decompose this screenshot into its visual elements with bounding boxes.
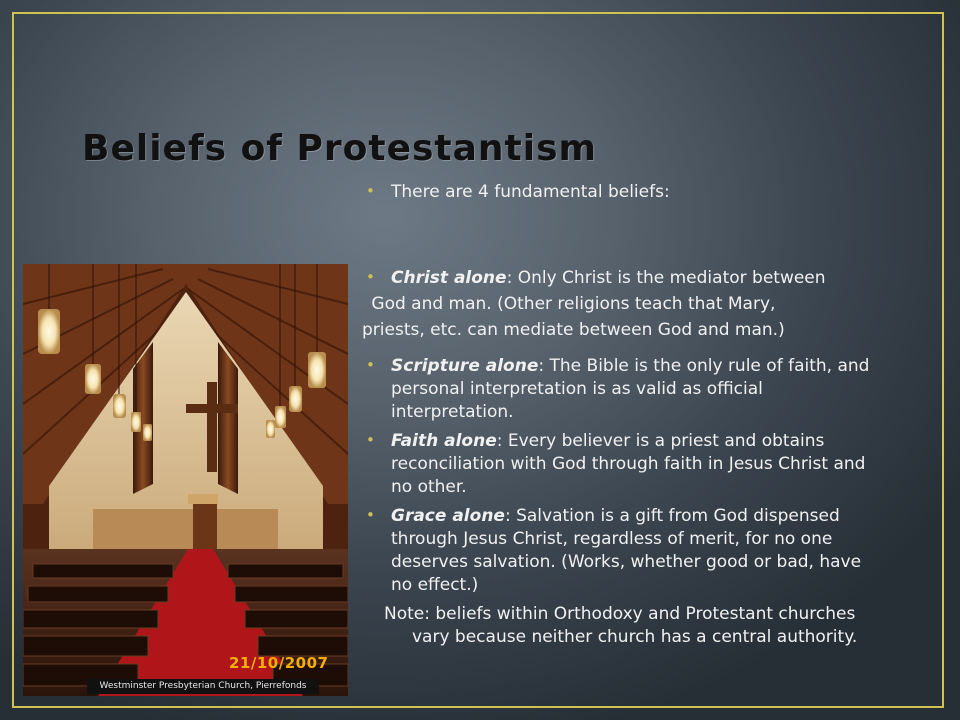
intro-text: There are 4 fundamental beliefs:: [391, 182, 670, 202]
bullet-glyph: •: [366, 356, 375, 374]
bullet-glyph: •: [366, 431, 375, 449]
photo-caption: Westminster Presbyterian Church, Pierrefonds: [87, 679, 319, 694]
belief-grace-text: : Salvation is a gift from God dispensed: [504, 506, 840, 526]
belief-christ-line-3: priests, etc. can mediate between God and man.): [362, 320, 785, 340]
belief-grace-line-2: through Jesus Christ, regardless of merit, for no one: [391, 529, 833, 549]
belief-scripture-line-1: [391, 355, 869, 378]
belief-christ-text: : Only Christ is the mediator between: [506, 268, 826, 288]
photo-date-stamp: 21/10/2007: [229, 654, 329, 672]
belief-grace-line-1: [391, 505, 840, 528]
belief-scripture-line-3: interpretation.: [391, 402, 514, 422]
note-line-1: Note: beliefs within Orthodoxy and Protestant churches: [384, 604, 856, 624]
belief-christ-line-2: God and man. (Other religions teach that Mary,: [366, 294, 776, 314]
church-interior-photo: [23, 264, 348, 696]
belief-grace-line-3: deserves salvation. (Works, whether good or bad, have: [391, 552, 862, 572]
belief-christ-line-1: [391, 267, 826, 290]
belief-faith-term: Faith alone: [391, 431, 497, 451]
belief-scripture-text: : The Bible is the only rule of faith, and: [538, 356, 870, 376]
belief-christ-term: Christ alone: [391, 268, 507, 288]
bullet-glyph: •: [366, 268, 375, 286]
belief-faith-line-1: [391, 430, 824, 453]
belief-scripture-line-2: personal interpretation is as valid as official: [391, 379, 763, 399]
belief-faith-line-3: no other.: [391, 477, 467, 497]
cross-shape: [207, 382, 217, 472]
church-interior-illustration: [23, 264, 348, 696]
note-line-2: vary because neither church has a central authority.: [412, 627, 858, 647]
belief-grace-term: Grace alone: [391, 506, 505, 526]
belief-scripture-term: Scripture alone: [391, 356, 539, 376]
bullet-glyph: •: [366, 506, 375, 524]
belief-grace-line-4: no effect.): [391, 575, 479, 595]
slide-title: Beliefs of Protestantism: [82, 128, 598, 169]
bullet-glyph: •: [366, 182, 375, 200]
belief-faith-line-2: reconciliation with God through faith in Jesus Christ and: [391, 454, 866, 474]
belief-faith-text: : Every believer is a priest and obtains: [496, 431, 825, 451]
